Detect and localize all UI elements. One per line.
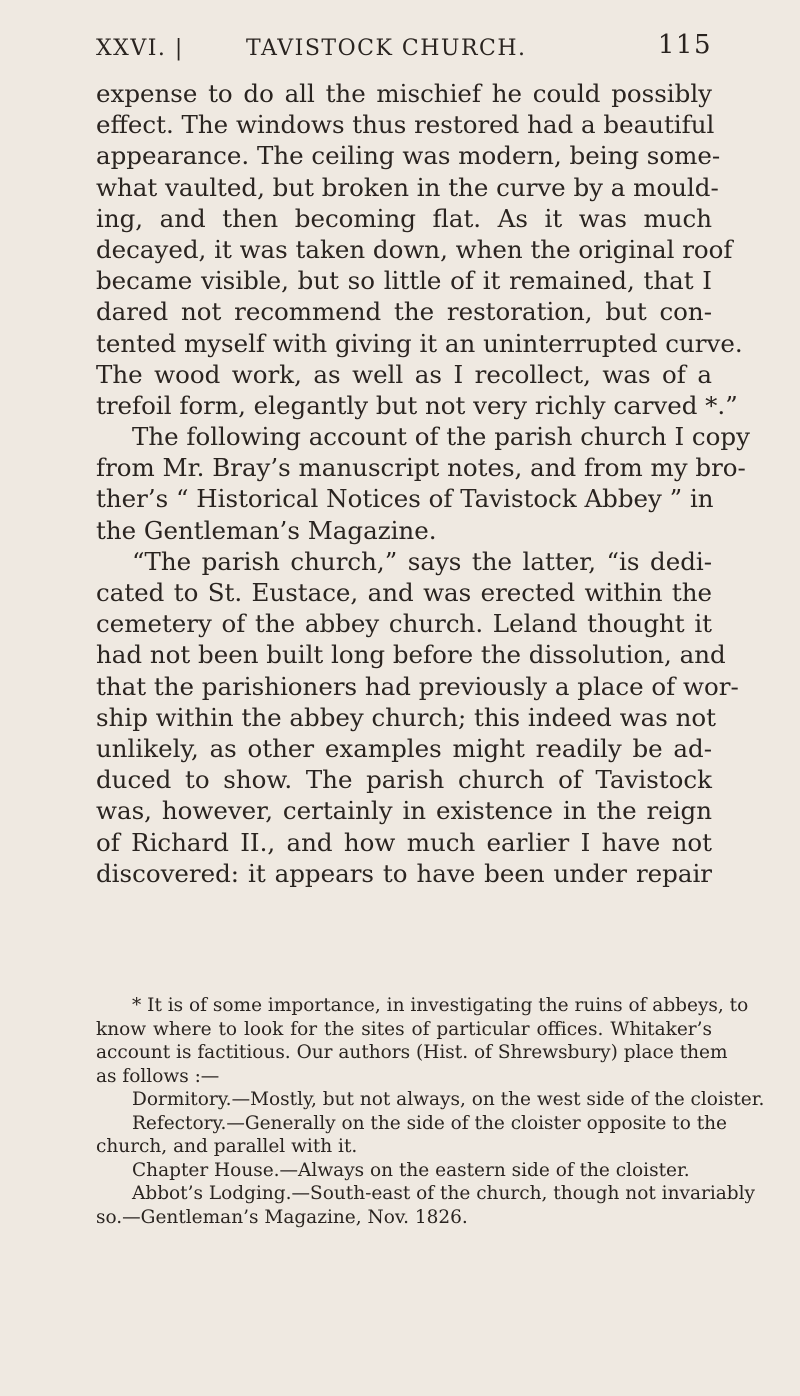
- text-line: tented myself with giving it an uninterrupted curve.: [96, 328, 743, 358]
- text-line: was, however, certainly in existence in the reign: [96, 796, 712, 826]
- text-line: expense to do all the mischief he could possibly: [96, 79, 712, 108]
- text-line: The wood work, as well as I recollect, was of a: [96, 359, 712, 389]
- footnote-line: church, and parallel with it.: [96, 1136, 358, 1157]
- text-line: appearance. The ceiling was modern, being some-: [96, 141, 721, 171]
- footnote-line: as follows :—: [96, 1065, 220, 1087]
- running-title: TAVISTOCK CHURCH.: [246, 36, 527, 61]
- footnote-line: Dormitory.—Mostly, but not always, on the west side of the cloister.: [132, 1089, 765, 1110]
- text-line: unlikely, as other examples might readily be ad-: [96, 733, 712, 763]
- text-line: discovered: it appears to have been under repair: [96, 858, 712, 888]
- text-line: ing, and then becoming flat. As it was much: [96, 203, 712, 233]
- text-line: ship within the abbey church; this indeed was not: [96, 702, 716, 732]
- text-line: decayed, it was taken down, when the original roof: [96, 234, 733, 264]
- footnote: [96, 994, 765, 1229]
- footnote-line: * It is of some importance, in investigating the ruins of abbeys, to: [132, 995, 749, 1016]
- text-line: of Richard II., and how much earlier I have not: [96, 827, 712, 857]
- text-line: the Gentleman’s Magazine.: [96, 515, 437, 545]
- running-header: [96, 30, 712, 70]
- footnote-line: Abbot’s Lodging.—South-east of the church, though not invariably: [132, 1183, 755, 1204]
- text-line: what vaulted, but broken in the curve by a mould-: [96, 172, 719, 202]
- text-line: cemetery of the abbey church. Leland thought it: [96, 609, 712, 639]
- footnote-line: Chapter House.—Always on the eastern side of the cloister.: [132, 1159, 690, 1181]
- text-line: that the parishioners had previously a place of wor-: [96, 671, 739, 701]
- footnote-line: know where to look for the sites of particular offices. Whitaker’s: [96, 1018, 712, 1040]
- footnote-line: Refectory.—Generally on the side of the cloister opposite to the: [132, 1112, 728, 1134]
- text-line: The following account of the parish church I copy: [132, 422, 750, 452]
- text-line: from Mr. Bray’s manuscript notes, and from my bro-: [96, 453, 746, 483]
- text-line: had not been built long before the dissolution, and: [96, 640, 726, 670]
- footnote-line: account is factitious. Our authors (Hist. of Shrewsbury) place them: [96, 1042, 728, 1063]
- text-line: ther’s “ Historical Notices of Tavistock Abbey ” in: [96, 484, 714, 514]
- main-text: [96, 78, 750, 889]
- text-line: effect. The windows thus restored had a beautiful: [96, 110, 715, 140]
- text-line: duced to show. The parish church of Tavistock: [96, 765, 712, 795]
- chapter-number: XXVI. |: [96, 36, 184, 61]
- text-line: cated to St. Eustace, and was erected within the: [96, 578, 712, 607]
- footnote-line: so.—Gentleman’s Magazine, Nov. 1826.: [96, 1206, 468, 1228]
- page-number: 115: [657, 30, 712, 60]
- text-line: “The parish church,” says the latter, “is dedi-: [132, 546, 712, 576]
- text-line: dared not recommend the restoration, but con-: [96, 297, 712, 327]
- text-line: became visible, but so little of it remained, that I: [96, 266, 712, 296]
- text-line: trefoil form, elegantly but not very richly carved *.”: [96, 390, 738, 420]
